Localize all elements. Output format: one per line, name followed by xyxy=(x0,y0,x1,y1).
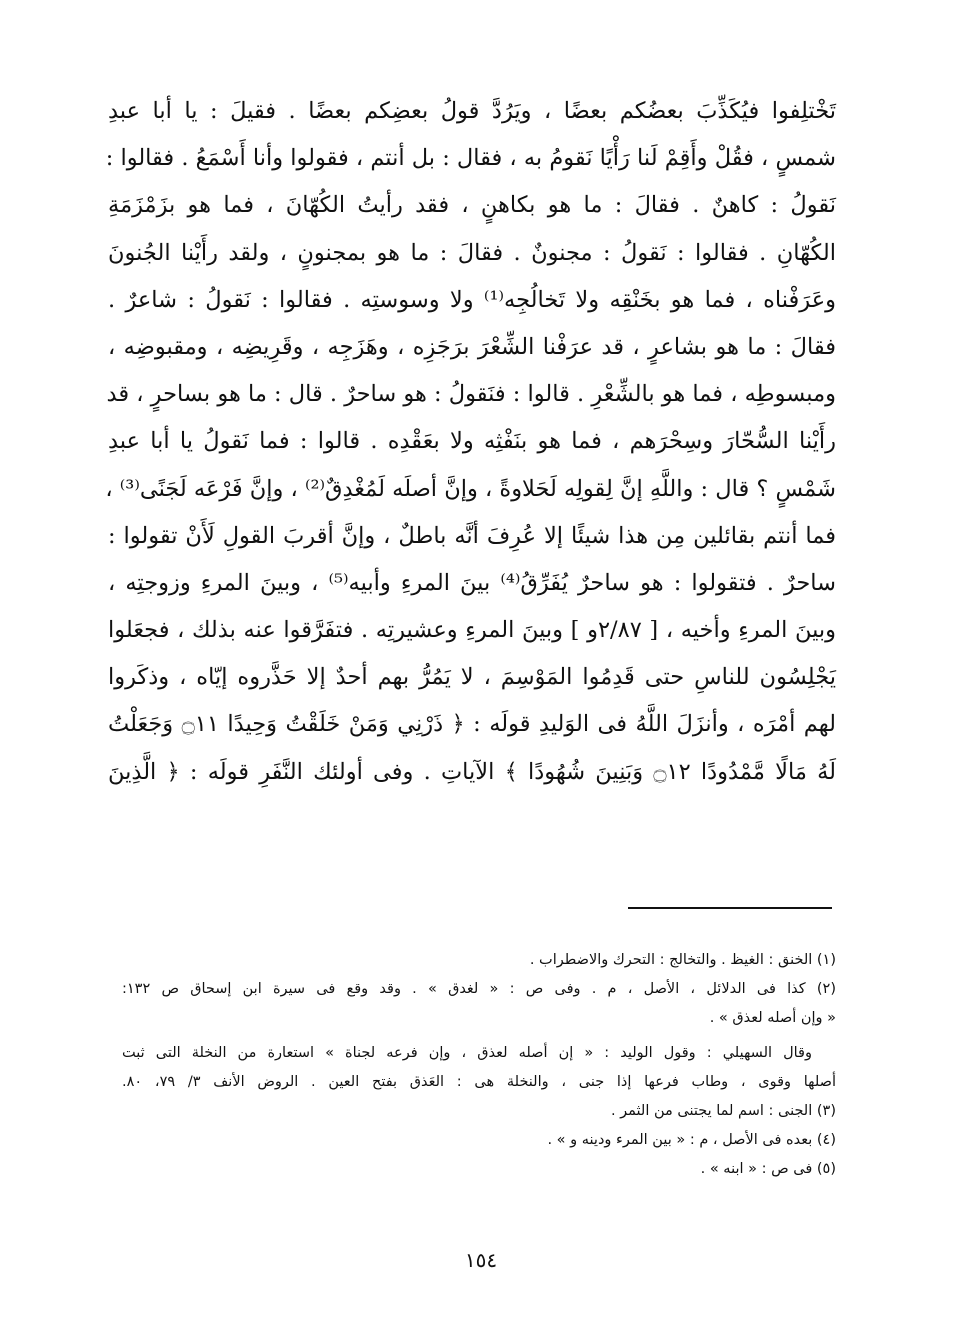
body-line: شَمْسٍ ؟ قال : واللَّهِ إنَّ لِقولِه لَحَلاوةً ، وإنَّ أصلَه لَمُغْدِقٌ⁽²⁾ ، وإنَّ فَرْعَه لَجَنًى⁽³⁾ ، xyxy=(105,475,836,502)
body-line: ساحرٌ . فتقولوا : هو ساحرٌ يُفَرِّقُ⁽⁴⁾ بينَ المرءِ وأبيه⁽⁵⁾ ، وبينَ المرءِ وزوجتِه ، xyxy=(108,569,836,596)
body-line: يَجْلِسُون للناسِ حتى قَدِمُوا المَوْسِمَ ، لا يَمُرُّ بهم أحدٌ إلا حَذَّروه إيّاه ، وذكَروا xyxy=(108,664,836,691)
body-line: تَخْتلِفوا فيُكَذِّبَ بعضُكم بعضًا ، ويَرُدَّ قولُ بعضِكم بعضًا . فقيلَ : يا أبا عبدِ xyxy=(108,98,836,124)
body-line: وعَرَفْناه ، فما هو بخَنْقِه ولا تَخالُجِه⁽¹⁾ ولا وسوستِه . فقالوا : نَقولُ : شاعرٌ . xyxy=(108,286,836,313)
body-line: فقالَ : ما هو بشاعرٍ ، قد عرَفْنا الشِّعْرَ برَجَزِه ، وهَزَجِه ، وقَرِيضِه ، ومقبوضِه ، xyxy=(108,333,836,360)
footnotes-section xyxy=(122,946,836,1184)
body-line: لهم أمْرَه ، وأنزَلَ اللَّهُ فى الوَليدِ قولَه : ﴿ ذَرْنِي وَمَنْ خَلَقْتُ وَحِيدًا ۝١١ وَجَعَلْتُ xyxy=(108,711,836,738)
footnote-1: (١) الخنق : الغيظ . والتخالج : التحرك والاضطراب . xyxy=(529,952,836,968)
footnote-5: (٥) فى ص : « ابنه » . xyxy=(700,1161,836,1177)
main-body-text xyxy=(105,88,836,796)
body-line: ومبسوطِه ، فما هو بالشِّعْرِ . قالوا : فنَقولُ : هو ساحرٌ . قال : ما هو بساحرٍ ، قد xyxy=(106,381,836,408)
body-line: الكُهّانِ . فقالوا : نَقولُ : مجنونٌ . فقالَ : ما هو بمجنونٍ ، ولقد رأَيْنا الجُنونَ xyxy=(108,239,836,266)
body-line: نَقولُ : كاهنٌ . فقالَ : ما هو بكاهنٍ ، فقد رأيتُ الكُهّانَ ، فما هو بزَمْزَمَةِ xyxy=(108,192,836,219)
body-line: وبينَ المرءِ وأخيه ، [ ٢/٨٧و ] وبينَ المرءِ وعشيرتِه . فتفَرَّقوا عنه بذلك ، فجعَلوا xyxy=(108,617,836,644)
footnote-2-continued: « وإن أصله لعذق » . xyxy=(709,1010,836,1026)
footnote-4: (٤) بعده فى الأصل ، م : « بين المرء ودينه و » . xyxy=(547,1132,836,1148)
body-line: فما أنتم بقائلين مِن هذا شيئًا إلا عُرِفَ أنَّه باطلٌ ، وإنَّ أقربَ القولِ لَأَنْ تقولوا : xyxy=(108,522,836,549)
body-line: رأَيْنا السُّحّارَ وسِحْرَهم ، فما هو بنَفْثِه ولا بعَقْدِه . قالوا : فما نَقولُ يا أبا عبدِ xyxy=(108,428,836,455)
body-line: شمسٍ ، فقُلْ وأَقِمْ لَنا رَأْيًا نَقومُ به ، فقال : بل أنتم ، فقولوا وأنا أَسْمَعُ . فقالوا : xyxy=(105,145,836,172)
footnote-2: (٢) كذا فى الدلائل ، الأصل ، م . وفى ص : « لغدق » . وقد وقع فى سيرة ابن إسحاق ص ١٣٢: xyxy=(122,981,836,997)
footnote-3: (٣) الجنى : اسم لما يجتنى من الثمر . xyxy=(610,1103,836,1119)
body-line: لَهُ مَالًا مَّمْدُودًا ۝١٢ وَبَنِينَ شُهُودًا ﴾ الآياتِ . وفى أولئك النَّفَرِ قولَه : ﴿ الَّذِينَ xyxy=(108,758,836,785)
footnote-divider xyxy=(628,907,832,909)
page-number: ١٥٤ xyxy=(464,1248,498,1272)
footnote-2-commentary: وقال السهيلي : وقول الوليد : « إن أصله لعذق ، وإن فرعه لجناة » استعارة من النخلة التى ثبت xyxy=(122,1045,812,1061)
footnote-2-commentary-continued: أصلها وقوى ، وطاب فرعها إذا جنى ، والنخلة هى : العَذق بفتح العين . الروض الأنف ٣/ ٧٩، ٨٠. xyxy=(122,1074,836,1090)
